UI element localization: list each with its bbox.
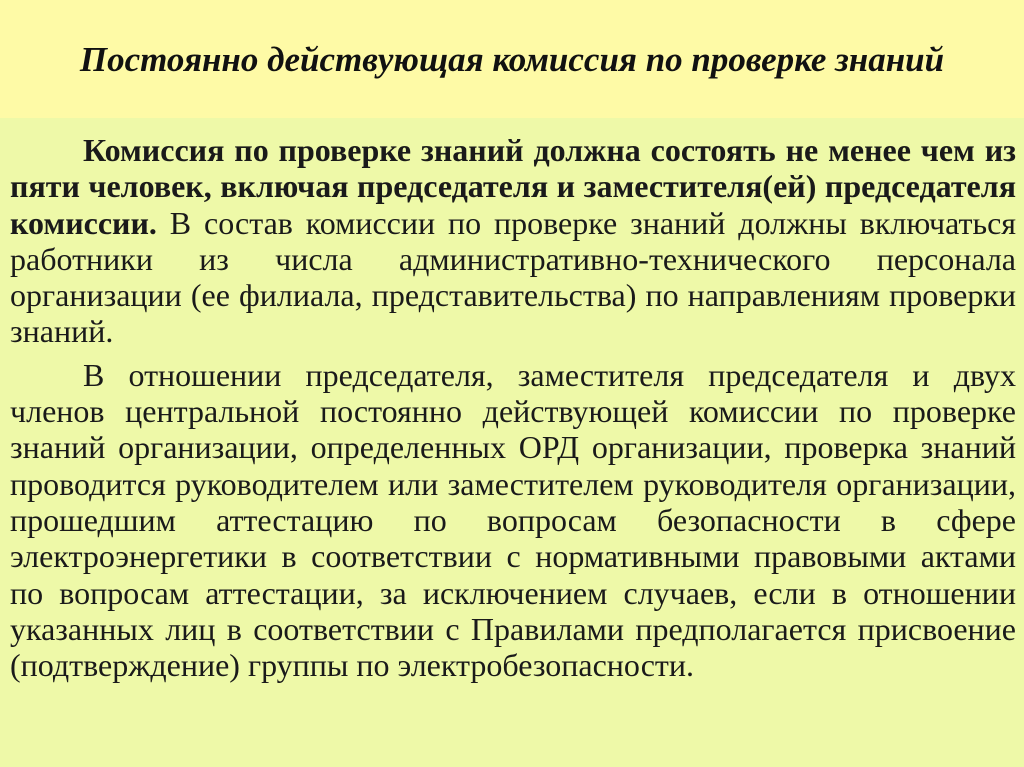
paragraph-2-text: В отношении председателя, заместителя председателя и двух членов центральной постоянно действующей комиссии по проверке знаний организации, определенных ОРД организации, проверка знаний проводится руководителем или заместителем руководителя организации, прошедшим аттестацию по вопросам безопасности в сфере электроэнергетики в соответствии с нормативными правовыми актами по вопросам аттестации, за исключением случаев, если в отношении указанных лиц в соответствии с Правилами предполагается присвоение (подтверждение) группы по электробезопасности. <box>10 356 1016 684</box>
paragraph-1-text: В состав комиссии по проверке знаний должны включаться работники из числа административно-технического персонала организации (ее филиала, представительства) по направлениям проверки знаний. <box>10 204 1016 350</box>
slide-header <box>0 0 1024 118</box>
slide-body <box>10 132 1016 690</box>
paragraph-2 <box>10 357 1016 684</box>
slide-content <box>0 118 1024 767</box>
paragraph-1-bold-text: Комиссия по проверке знаний должна состоять не менее чем из пяти человек, включая председателя и заместителя(ей) председателя комиссии. <box>10 132 1016 241</box>
slide-title: Постоянно действующая комиссия по проверке знаний <box>79 40 945 79</box>
paragraph-1 <box>10 132 1016 350</box>
